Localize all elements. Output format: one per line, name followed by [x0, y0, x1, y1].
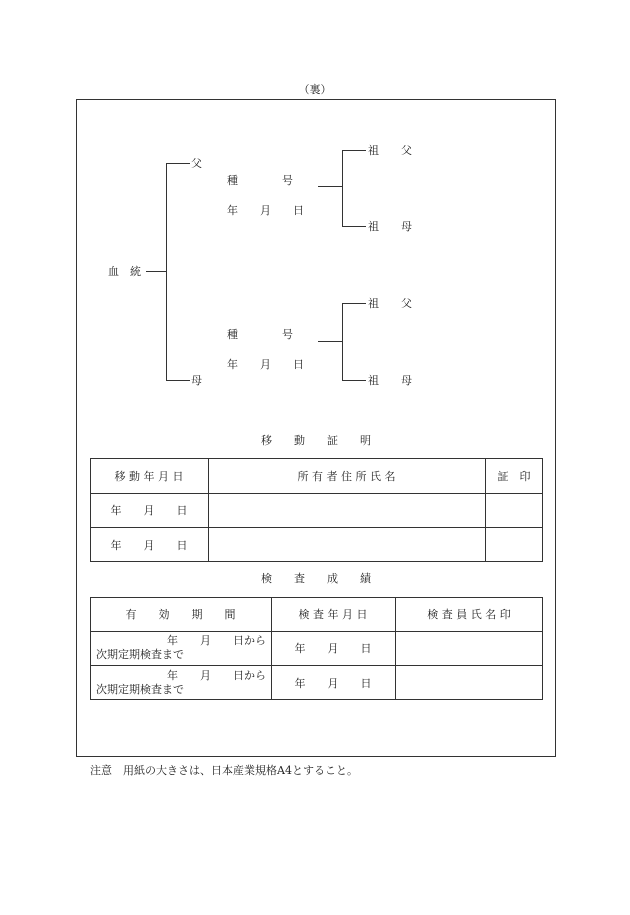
sire-grand-connector	[318, 186, 342, 187]
transfer-row-owner	[208, 527, 485, 562]
dam-breed-label: 種 号	[227, 328, 293, 341]
dam-grand-connector	[318, 341, 342, 342]
dam-grand-bracket	[342, 303, 343, 380]
sire-date-label: 年 月 日	[227, 204, 304, 217]
sire-grandmother-label: 祖 母	[368, 220, 412, 233]
transfer-header-seal: 証 印	[497, 469, 531, 483]
transfer-row-seal	[485, 493, 543, 527]
dam-date-label: 年 月 日	[227, 358, 304, 371]
dam-connector	[166, 380, 190, 381]
inspection-row-inspector	[395, 665, 543, 700]
sire-grandfather-label: 祖 父	[368, 144, 412, 157]
transfer-row-owner	[208, 493, 485, 527]
inspection-row-date: 年 月 日	[294, 676, 372, 690]
inspection-header-inspector: 検 査 員 氏 名 印	[427, 608, 511, 621]
inspection-header-date: 検 査 年 月 日	[298, 608, 368, 621]
dam-grandmother-label: 祖 母	[368, 374, 412, 387]
dam-grandmother-connector	[342, 380, 366, 381]
side-label: （裏）	[298, 83, 332, 96]
inspection-title: 検 査 成 績	[261, 572, 371, 585]
footnote: 注意 用紙の大きさは、日本産業規格A4とすること。	[90, 764, 358, 777]
dam-grandfather-label: 祖 父	[368, 297, 412, 310]
sire-connector	[166, 163, 190, 164]
inspection-row-period	[96, 631, 266, 665]
pedigree-root-label: 血 統	[108, 265, 141, 278]
transfer-row-date: 年 月 日	[110, 504, 188, 517]
inspection-row-date: 年 月 日	[294, 642, 372, 655]
period-start: 年 月 日から	[167, 634, 266, 648]
sire-grandmother-connector	[342, 226, 366, 227]
sire-grandfather-connector	[342, 150, 366, 151]
period-end: 次期定期検査まで	[96, 648, 184, 661]
dam-label: 母	[191, 374, 202, 387]
sire-breed-label: 種 号	[227, 174, 293, 187]
period-start: 年 月 日から	[167, 668, 266, 682]
inspection-header-period: 有 効 期 間	[125, 608, 236, 621]
transfer-header-date: 移 動 年 月 日	[114, 469, 184, 483]
inspection-row-inspector	[395, 631, 543, 665]
dam-grandfather-connector	[342, 303, 366, 304]
sire-label: 父	[191, 157, 202, 170]
transfer-header-owner: 所 有 者 住 所 氏 名	[297, 469, 396, 483]
transfer-row-seal	[485, 527, 543, 562]
inspection-row-period	[96, 665, 266, 700]
parent-bracket	[166, 163, 167, 380]
transfer-title: 移 動 証 明	[261, 434, 371, 447]
transfer-row-date: 年 月 日	[110, 538, 188, 552]
period-end: 次期定期検査まで	[96, 682, 184, 696]
root-connector	[146, 271, 166, 272]
sire-grand-bracket	[342, 150, 343, 226]
